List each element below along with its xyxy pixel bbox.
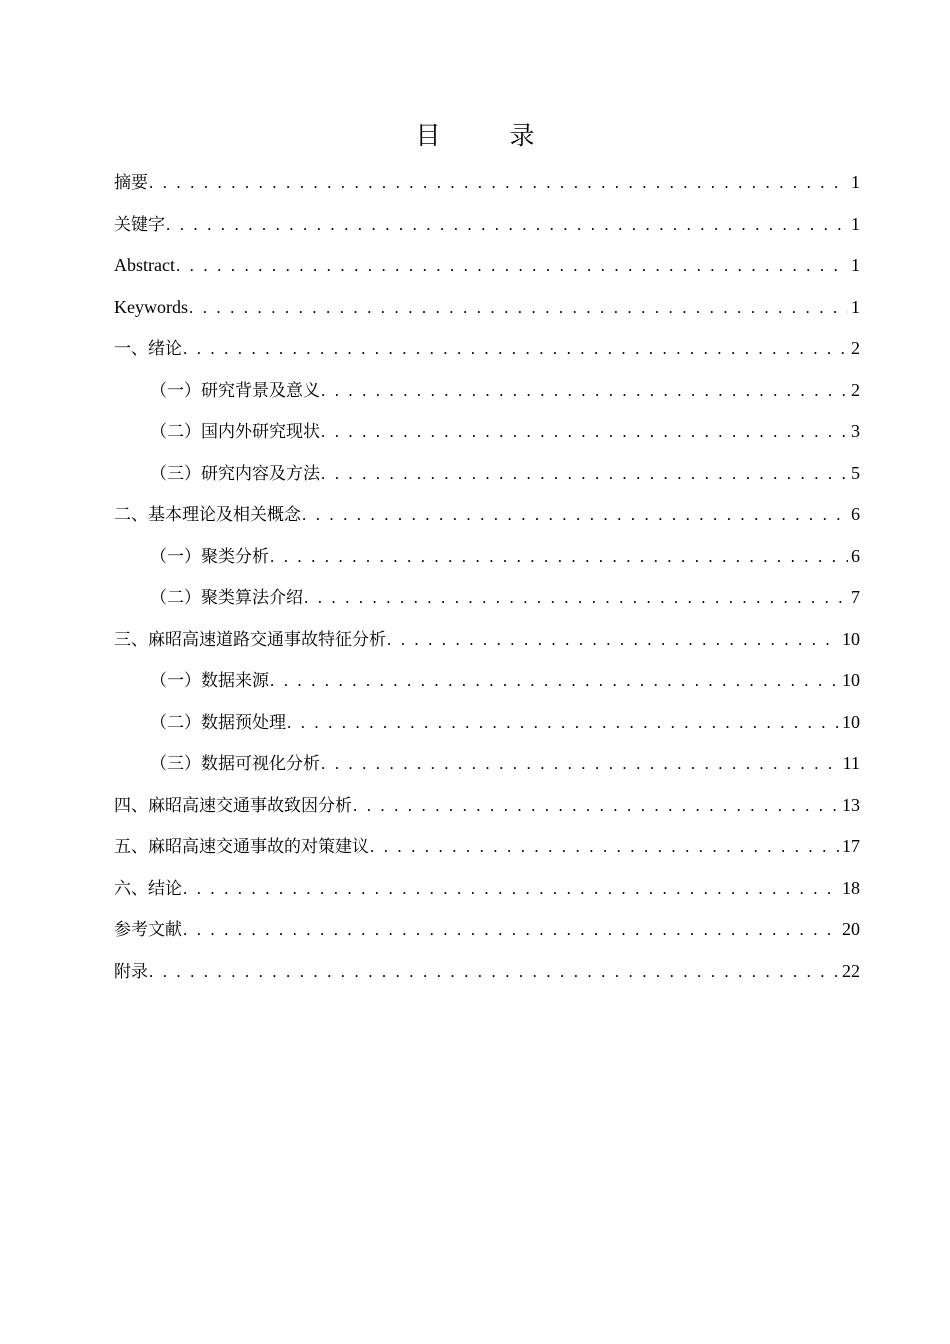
dot-leader: [189, 289, 848, 327]
dot-leader: [287, 704, 839, 742]
toc-entry-label: （一）数据来源: [150, 671, 269, 691]
toc-page-number: 1: [851, 255, 860, 275]
toc-page-number: 2: [851, 379, 860, 400]
toc-subentry[interactable]: [114, 578, 860, 620]
dot-leader: [321, 413, 848, 451]
toc-entry-label: 四、麻昭高速交通事故致因分析: [114, 795, 352, 816]
toc-entry-label: 附录: [114, 961, 148, 982]
toc-entry[interactable]: [114, 952, 860, 994]
toc-subentry[interactable]: [114, 454, 860, 496]
dot-leader: [387, 621, 839, 659]
toc-entry-label: （三）研究内容及方法: [150, 463, 320, 484]
toc-page-number: 10: [842, 670, 860, 690]
toc-entry-label: Keywords: [114, 296, 188, 317]
dot-leader: [183, 870, 839, 908]
dot-leader: [166, 206, 848, 244]
toc-entry[interactable]: [114, 910, 860, 952]
toc-page-number: 1: [851, 213, 860, 234]
toc-entry-label: Abstract: [114, 255, 175, 275]
toc-entry-label: 二、基本理论及相关概念: [114, 505, 301, 525]
dot-leader: [302, 496, 848, 534]
toc-page-number: 11: [842, 753, 860, 773]
dot-leader: [370, 828, 839, 866]
toc-entry[interactable]: [114, 205, 860, 247]
toc-subentry[interactable]: [114, 412, 860, 454]
toc-entry-label: （一）研究背景及意义: [150, 380, 320, 401]
toc-entry[interactable]: [114, 827, 860, 869]
toc-entry-label: （二）聚类算法介绍: [150, 588, 303, 608]
toc-entry[interactable]: [114, 620, 860, 662]
toc-page-number: 18: [842, 877, 860, 898]
toc-entry-label: 五、麻昭高速交通事故的对策建议: [114, 837, 369, 857]
table-of-contents: [114, 163, 860, 993]
dot-leader: [149, 164, 848, 202]
toc-page-number: 20: [842, 919, 860, 939]
dot-leader: [321, 372, 848, 410]
toc-entry-label: 三、麻昭高速道路交通事故特征分析: [114, 629, 386, 650]
toc-subentry[interactable]: [114, 703, 860, 745]
dot-leader: [321, 745, 840, 783]
dot-leader: [270, 538, 848, 576]
toc-entry-label: （二）国内外研究现状: [150, 422, 320, 442]
toc-entry-label: 参考文献: [114, 920, 182, 940]
dot-leader: [183, 330, 848, 368]
dot-leader: [183, 911, 839, 949]
toc-page-number: 3: [851, 421, 860, 441]
toc-subentry[interactable]: [114, 371, 860, 413]
dot-leader: [321, 455, 848, 493]
toc-entry-label: 关键字: [114, 214, 165, 235]
toc-subentry[interactable]: [114, 537, 860, 579]
toc-entry[interactable]: [114, 163, 860, 205]
dot-leader: [176, 247, 848, 285]
toc-page-number: 10: [842, 628, 860, 649]
dot-leader: [270, 662, 839, 700]
toc-page-number: 1: [851, 172, 860, 192]
toc-entry-label: 一、绪论: [114, 339, 182, 359]
toc-entry-label: （二）数据预处理: [150, 712, 286, 733]
toc-page-number: 5: [851, 462, 860, 483]
toc-page-number: 1: [851, 296, 860, 317]
dot-leader: [304, 579, 848, 617]
toc-entry-label: （三）数据可视化分析: [150, 754, 320, 774]
toc-entry[interactable]: [114, 246, 860, 288]
toc-page-number: 7: [851, 587, 860, 607]
dot-leader: [353, 787, 839, 825]
toc-page-number: 6: [851, 504, 860, 524]
toc-entry[interactable]: [114, 495, 860, 537]
toc-page-number: 2: [851, 338, 860, 358]
toc-entry-label: 六、结论: [114, 878, 182, 899]
toc-page-number: 22: [842, 960, 860, 981]
toc-entry-label: 摘要: [114, 173, 148, 193]
toc-subentry[interactable]: [114, 661, 860, 703]
toc-page-number: 17: [842, 836, 860, 856]
toc-page-number: 6: [851, 545, 860, 566]
toc-subentry[interactable]: [114, 744, 860, 786]
toc-entry[interactable]: [114, 869, 860, 911]
toc-entry[interactable]: [114, 329, 860, 371]
toc-page-number: 13: [842, 794, 860, 815]
toc-page-number: 10: [842, 711, 860, 732]
toc-entry[interactable]: [114, 288, 860, 330]
dot-leader: [149, 953, 839, 991]
toc-entry[interactable]: [114, 786, 860, 828]
toc-title: 目 录: [415, 121, 557, 150]
toc-entry-label: （一）聚类分析: [150, 546, 269, 567]
